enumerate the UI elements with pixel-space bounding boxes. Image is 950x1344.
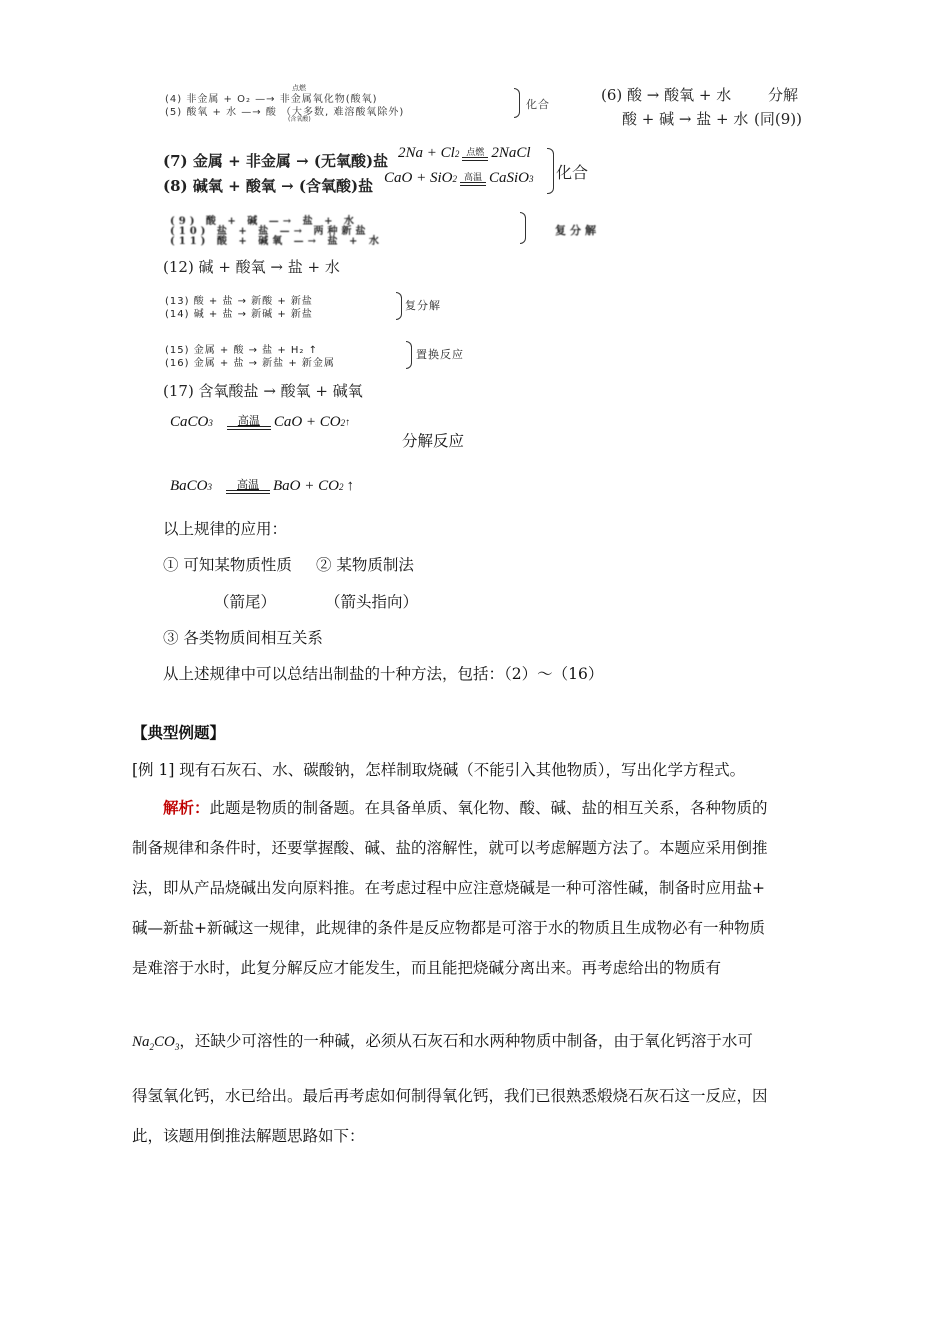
rule-8-arrow	[460, 172, 486, 186]
applications-summary: 从上述规律中可以总结出制盐的十种方法，包括：（2）～（16）	[163, 665, 604, 683]
rule-7-eq-right: 2NaCl	[491, 145, 531, 161]
caco3-tail: ↑	[345, 417, 351, 428]
caco3-sub: 3	[208, 417, 213, 428]
example-question: [例 1] 现有石灰石、水、碳酸钠，怎样制取烧碱（不能引入其他物质），写出化学方程式。	[132, 761, 746, 779]
baco3-sub: 3	[207, 481, 212, 492]
rule-9: (9) 酸 + 碱 —→ 盐 + 水	[170, 216, 358, 227]
analysis-line-1	[163, 796, 768, 818]
rule-11: (11) 酸 + 碱氧 —→ 盐 + 水	[170, 236, 383, 247]
rule-7-cond: 点燃	[466, 146, 485, 157]
rule-911-group-label: 复分解	[555, 224, 600, 237]
baco3-arrow	[226, 480, 270, 494]
rule-12: (12) 碱 + 酸氧 → 盐 + 水	[163, 258, 340, 276]
analysis-line-7: 得氢氧化钙，水已给出。最后再考虑如何制得氧化钙，我们已很熟悉煅烧石灰石这一反应，因	[132, 1087, 768, 1105]
application-3: ③ 各类物质间相互关系	[163, 629, 323, 647]
caco3-arrow	[227, 416, 271, 430]
rule-7-eq-left: 2Na + Cl	[398, 145, 455, 161]
rule-5-condition: (含氧酸)	[288, 116, 311, 123]
baco3-cond: 高温	[237, 478, 259, 491]
rule-8-cond: 高温	[463, 171, 482, 182]
rule-8: (8) 碱氧 + 酸氧 → (含氧酸)盐	[163, 177, 374, 195]
caco3-cond: 高温	[237, 414, 260, 427]
application-note-2: （箭头指向）	[325, 593, 419, 611]
rule-6b: 酸 + 碱 → 盐 + 水	[622, 110, 749, 128]
rule-78-brace	[547, 148, 554, 194]
baco3-left: BaCO	[170, 478, 208, 494]
rule-6a: (6) 酸 → 酸氧 + 水	[601, 86, 732, 104]
rule-911-brace	[520, 212, 526, 244]
analysis-line-5: 是难溶于水时，此复分解反应才能发生，而且能把烧碱分离出来。再考虑给出的物质有	[132, 959, 722, 977]
rule-1516-brace	[406, 341, 412, 369]
baco3-right: BaO + CO	[273, 478, 339, 494]
analysis-line-8: 此，该题用倒推法解题思路如下：	[132, 1127, 365, 1145]
application-1: ① 可知某物质性质	[163, 556, 292, 574]
rule-7-arrow	[462, 147, 488, 161]
baco3-tail: ↑	[346, 478, 354, 494]
baco3-right-sub: 2	[338, 481, 344, 492]
rule-5: (5) 酸氧 + 水 —→ 酸 （大多数, 难溶酸氧除外)	[165, 107, 405, 118]
rule-8-eq-sub: 2	[452, 173, 457, 184]
rule-7-equation	[398, 145, 531, 162]
rule-78-group-label: 化合	[556, 163, 589, 182]
analysis-line-2: 制备规律和条件时，还要掌握酸、碱、盐的溶解性，就可以考虑解题方法了。本题应采用倒推	[132, 839, 768, 857]
rule-6a-type: 分解	[768, 86, 799, 104]
analysis-line-4: 碱—新盐+新碱这一规律，此规律的条件是反应物都是可溶于水的物质且生成物必有一种物质	[132, 919, 765, 937]
rule-7: (7) 金属 + 非金属 → (无氧酸)盐	[163, 152, 389, 170]
rule-4-condition: 点燃	[292, 84, 306, 92]
rule-10: (10) 盐 + 盐 —→ 两种新盐	[170, 226, 370, 237]
rule-7-eq-sub: 2	[454, 148, 460, 159]
na2co3-formula: $Na_2CO_3$	[132, 1034, 180, 1052]
rule-4: (4) 非金属 + O₂ —→ 非金属氧化物(酸氧)	[165, 94, 378, 105]
rule-8-eq-right: CaSiO	[488, 170, 529, 186]
rule-13: (13) 酸 + 盐 → 新酸 + 新盐	[165, 296, 313, 307]
caco3-right: CaO + CO	[273, 414, 341, 430]
section-title: 【典型例题】	[132, 723, 226, 742]
rule-16: (16) 金属 + 盐 → 新盐 + 新金属	[165, 358, 335, 369]
rule-1516-group-label: 置换反应	[416, 348, 464, 361]
rule-8-eq-left: CaO + SiO	[384, 170, 453, 186]
decomp-label: 分解反应	[402, 432, 465, 450]
application-2: ② 某物质制法	[316, 556, 414, 574]
baco3-equation	[170, 478, 354, 495]
analysis-line-6	[132, 1029, 753, 1052]
rule-6b-note: (同(9))	[754, 110, 802, 128]
rule-45-brace	[514, 88, 520, 118]
analysis-p6: ，还缺少可溶性的一种碱，必须从石灰石和水两种物质中制备，由于氧化钙溶于水可	[179, 1032, 753, 1050]
rule-8-equation	[384, 170, 533, 187]
analysis-line-3: 法，即从产品烧碱出发向原料推。在考虑过程中应注意烧碱是一种可溶性碱，制备时应用盐+	[132, 879, 765, 897]
applications-heading: 以上规律的应用：	[163, 520, 288, 538]
analysis-label: 解析：	[163, 798, 210, 817]
rule-45-group-label: 化合	[526, 98, 550, 111]
rule-15: (15) 金属 + 酸 → 盐 + H₂ ↑	[165, 345, 319, 356]
rule-17: (17) 含氧酸盐 → 酸氧 + 碱氧	[163, 382, 363, 400]
analysis-p1: 此题是物质的制备题。在具备单质、氧化物、酸、碱、盐的相互关系，各种物质的	[209, 799, 768, 817]
rule-14: (14) 碱 + 盐 → 新碱 + 新盐	[165, 309, 313, 320]
application-note-1: （箭尾）	[214, 593, 277, 611]
caco3-right-sub: 2	[340, 417, 346, 428]
caco3-left: CaCO	[170, 414, 209, 430]
caco3-equation	[170, 414, 350, 431]
rule-1314-brace	[396, 292, 402, 320]
rule-8-eq-right-sub: 3	[528, 173, 534, 184]
rule-1314-group-label: 复分解	[405, 299, 441, 312]
